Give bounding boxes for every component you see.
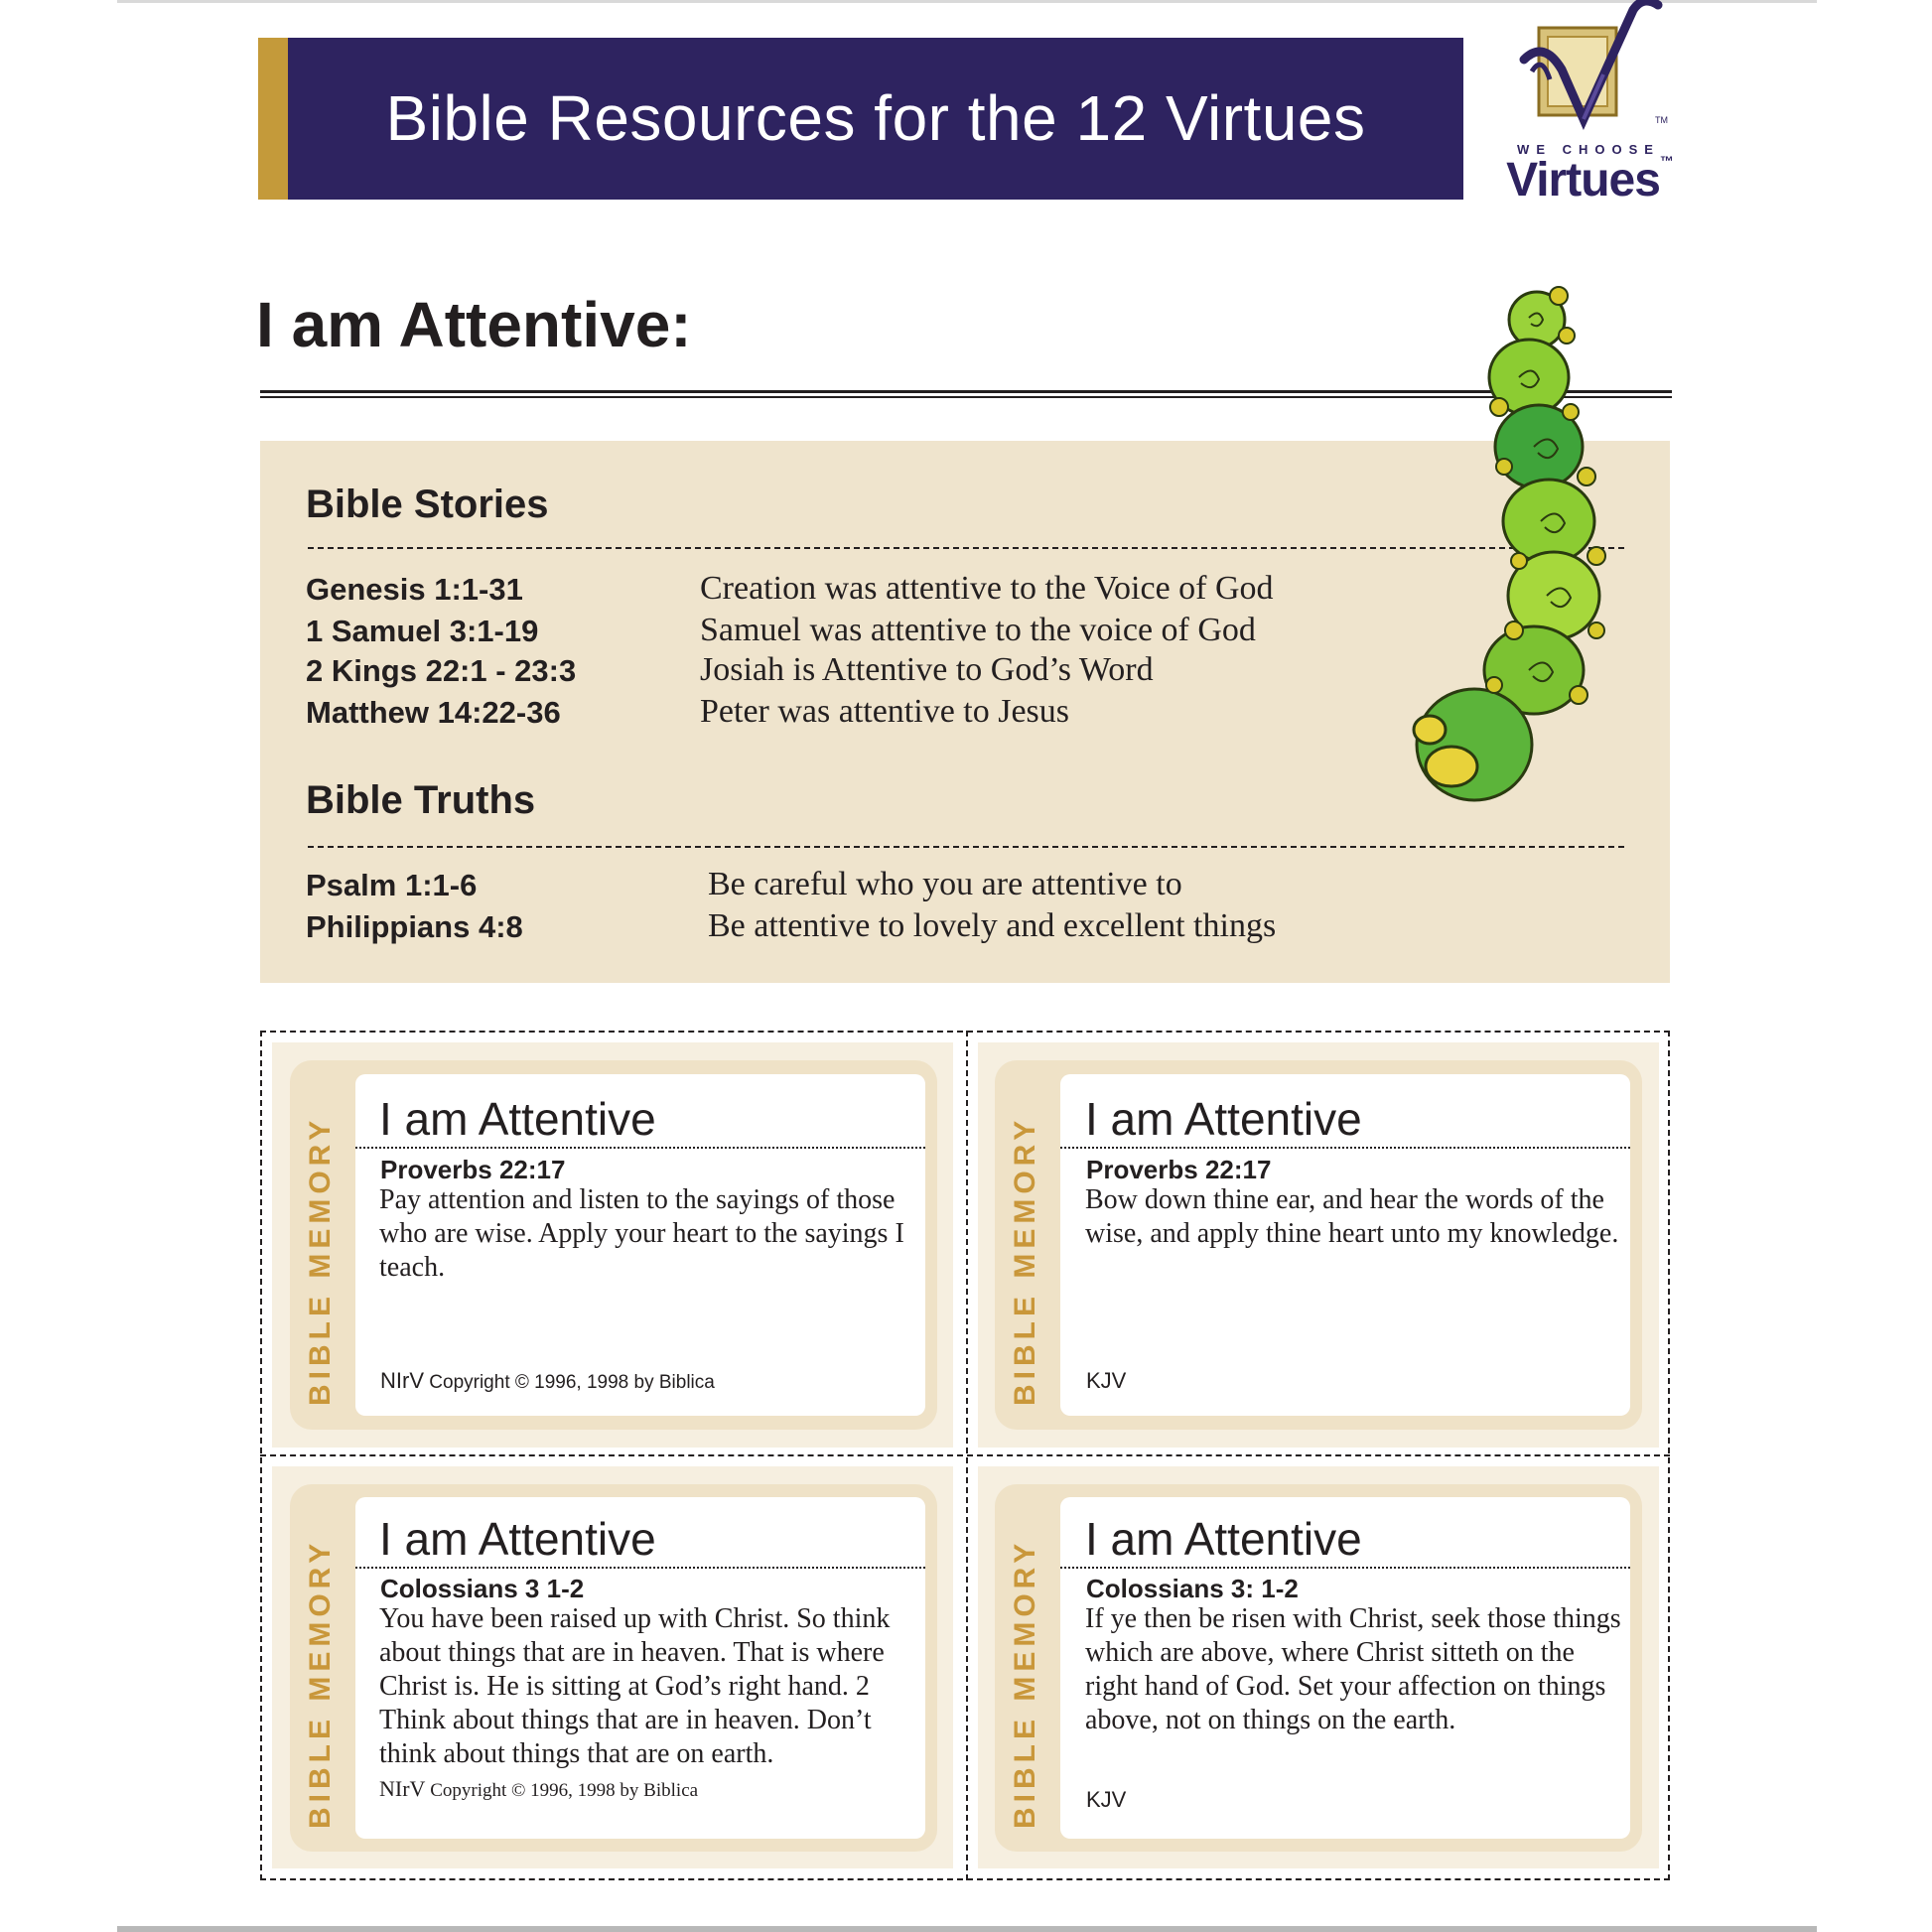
card-copyright: KJV <box>1086 1787 1127 1812</box>
story-ref: 1 Samuel 3:1-19 <box>306 614 539 648</box>
story-ref: Genesis 1:1-31 <box>306 572 523 607</box>
svg-text:TM: TM <box>1655 115 1668 125</box>
bible-memory-label: BIBLE MEMORY <box>304 1538 337 1829</box>
cut-line-horizontal <box>260 1454 1670 1456</box>
card-verse: If ye then be risen with Christ, seek those things which are above, where Christ sitteth on the right hand of God. Set your affection on things above, not on things on the earth. <box>1085 1603 1621 1735</box>
truth-desc: Be careful who you are attentive to <box>708 866 1182 902</box>
story-desc: Peter was attentive to Jesus <box>700 693 1070 730</box>
card-title: I am Attentive <box>1085 1093 1362 1145</box>
logo-tagline: WE CHOOSE <box>1517 142 1660 157</box>
section-divider <box>308 846 1624 848</box>
card-scripture-ref: Proverbs 22:17 <box>380 1155 566 1184</box>
card-copyright: KJV <box>1086 1368 1127 1393</box>
bible-memory-label: BIBLE MEMORY <box>1009 1538 1041 1829</box>
card-scripture-ref: Colossians 3: 1-2 <box>1086 1574 1299 1603</box>
truth-desc: Be attentive to lovely and excellent things <box>708 907 1277 944</box>
card-copyright: NIrV Copyright © 1996, 1998 by Biblica <box>380 1368 715 1393</box>
card-verse: Pay attention and listen to the sayings of those who are wise. Apply your heart to the sayings I teach. <box>379 1184 904 1283</box>
header-accent-stripe <box>258 38 288 200</box>
bible-truths-title: Bible Truths <box>306 778 536 822</box>
bible-memory-label: BIBLE MEMORY <box>304 1115 337 1406</box>
story-desc: Creation was attentive to the Voice of God <box>700 570 1274 607</box>
card-title: I am Attentive <box>379 1513 656 1565</box>
card-divider <box>355 1147 925 1149</box>
story-desc: Samuel was attentive to the voice of God <box>700 612 1256 648</box>
page-heading: I am Attentive: <box>256 289 692 360</box>
story-ref: Matthew 14:22-36 <box>306 695 561 730</box>
card-verse: Bow down thine ear, and hear the words of the wise, and apply thine heart unto my knowledge. <box>1085 1184 1619 1249</box>
card-divider <box>355 1567 925 1569</box>
truth-ref: Psalm 1:1-6 <box>306 868 478 902</box>
story-ref: 2 Kings 22:1 - 23:3 <box>306 653 577 688</box>
header-title: Bible Resources for the 12 Virtues <box>385 82 1366 154</box>
card-verse: You have been raised up with Christ. So think about things that are in heaven. That is where Christ is. He is sitting at God’s right hand. 2 Think about things that are in heaven. Don’t think about things that are on earth. NIrV Copyright © 1996, 1998 by Biblica <box>379 1603 891 1801</box>
bible-memory-label: BIBLE MEMORY <box>1009 1115 1041 1406</box>
card-scripture-ref: Proverbs 22:17 <box>1086 1155 1272 1184</box>
card-divider <box>1060 1147 1630 1149</box>
caterpillar-illustration <box>1390 278 1648 814</box>
card-scripture-ref: Colossians 3 1-2 <box>380 1574 585 1603</box>
bible-stories-title: Bible Stories <box>306 483 549 526</box>
card-divider <box>1060 1567 1630 1569</box>
story-desc: Josiah is Attentive to God’s Word <box>700 651 1154 688</box>
logo-v-mark-icon <box>1484 0 1698 149</box>
bottom-divider <box>117 1926 1817 1932</box>
card-title: I am Attentive <box>379 1093 656 1145</box>
caterpillar-icon <box>1390 278 1648 814</box>
card-title: I am Attentive <box>1085 1513 1362 1565</box>
logo-name: Virtues™ <box>1506 153 1673 207</box>
truth-ref: Philippians 4:8 <box>306 909 523 944</box>
